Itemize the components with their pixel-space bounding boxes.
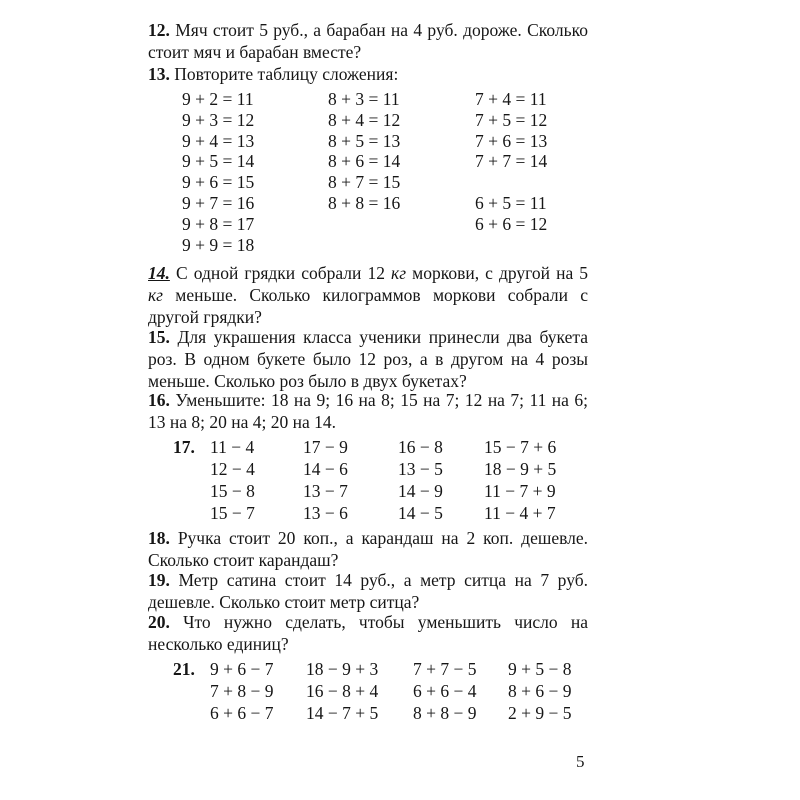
addition-fact: 9 + 2 = 11 <box>182 89 254 109</box>
addition-fact: 8 + 4 = 12 <box>328 109 401 130</box>
addition-fact: 7 + 5 = 12 <box>475 109 548 130</box>
expression: 14 − 5 <box>398 503 443 523</box>
expression: 6 + 6 − 4 <box>413 681 477 701</box>
expression-column <box>508 658 572 724</box>
addition-fact: 8 + 5 = 13 <box>328 130 401 151</box>
expression: 7 + 8 − 9 <box>210 681 274 701</box>
expression: 17 − 9 <box>303 437 348 457</box>
addition-fact: 7 + 6 = 13 <box>475 130 548 151</box>
expression: 9 + 5 − 8 <box>508 659 572 679</box>
expression: 11 − 4 <box>210 437 255 457</box>
addition-fact: 9 + 3 = 12 <box>182 109 255 130</box>
unit-kg: кг <box>148 285 164 305</box>
addition-fact: 9 + 5 = 14 <box>182 151 255 172</box>
problem-12 <box>148 19 588 63</box>
expression: 2 + 9 − 5 <box>508 703 572 723</box>
expression-column <box>210 436 255 524</box>
problem-15 <box>148 326 588 392</box>
problem-19 <box>148 569 588 613</box>
problem-number: 13. <box>148 64 170 84</box>
problem-number: 16. <box>148 390 170 410</box>
expression: 15 − 7 <box>210 503 255 523</box>
problem-text: меньше. Сколько килограммов моркови собрали с другой грядки? <box>148 285 589 327</box>
expression-column <box>303 436 348 524</box>
expression: 11 − 4 + 7 <box>484 503 556 523</box>
expression: 16 − 8 + 4 <box>306 681 379 701</box>
problem-number: 14. <box>148 263 170 283</box>
problem-number: 17. <box>173 437 195 457</box>
problem-number: 15. <box>148 327 170 347</box>
expression-column <box>398 436 443 524</box>
problem-16 <box>148 389 588 433</box>
expression: 7 + 7 − 5 <box>413 659 477 679</box>
problem-14 <box>148 262 588 328</box>
addition-fact: 8 + 7 = 15 <box>328 172 401 193</box>
expression-column <box>413 658 477 724</box>
exercise-21 <box>173 658 593 726</box>
addition-fact: 6 + 6 = 12 <box>475 213 548 234</box>
problem-18 <box>148 527 588 571</box>
problem-20 <box>148 611 588 655</box>
addition-column-8 <box>328 89 458 214</box>
expression: 8 + 8 − 9 <box>413 703 477 723</box>
expression: 6 + 6 − 7 <box>210 703 274 723</box>
page-number: 5 <box>576 752 585 771</box>
expression: 14 − 7 + 5 <box>306 703 379 723</box>
expression: 13 − 7 <box>303 481 348 501</box>
expression: 13 − 6 <box>303 503 348 523</box>
problem-text: Метр сатина стоит 14 руб., а метр ситца на 7 руб. дешевле. Сколько стоит метр ситца? <box>148 570 588 612</box>
problem-number: 21. <box>173 659 195 679</box>
addition-column-6 <box>475 193 605 235</box>
expression: 18 − 9 + 3 <box>306 659 379 679</box>
problem-text: Уменьшите: 18 на 9; 16 на 8; 15 на 7; 12 на 7; 11 на 6; 13 на 8; 20 на 4; 20 на 14. <box>148 390 589 432</box>
expression: 18 − 9 + 5 <box>484 459 557 479</box>
expression: 15 − 7 + 6 <box>484 437 557 457</box>
problem-text: Мяч стоит 5 руб., а барабан на 4 руб. дороже. Сколько стоит мяч и барабан вместе? <box>148 20 588 62</box>
expression: 14 − 6 <box>303 459 348 479</box>
problem-text: Ручка стоит 20 коп., а карандаш на 2 коп. дешевле. Сколько стоит карандаш? <box>148 528 589 570</box>
problem-text: С одной грядки собрали 12 <box>175 263 385 283</box>
addition-fact: 9 + 8 = 17 <box>182 213 255 234</box>
unit-kg: кг <box>391 263 407 283</box>
addition-fact: 9 + 9 = 18 <box>182 234 255 255</box>
problem-text: Повторите таблицу сложения: <box>174 64 399 84</box>
addition-column-7 <box>475 89 605 172</box>
problem-number: 12. <box>148 20 170 40</box>
problem-text: моркови, с другой на 5 <box>412 263 589 283</box>
addition-fact: 9 + 6 = 15 <box>182 172 255 193</box>
expression: 15 − 8 <box>210 481 255 501</box>
problem-number: 18. <box>148 528 170 548</box>
problem-13 <box>148 63 588 85</box>
expression: 9 + 6 − 7 <box>210 659 274 679</box>
expression: 14 − 9 <box>398 481 443 501</box>
exercise-17 <box>173 436 593 526</box>
expression-column <box>306 658 378 724</box>
problem-number: 20. <box>148 612 170 632</box>
addition-fact: 9 + 7 = 16 <box>182 192 255 213</box>
addition-fact: 8 + 3 = 11 <box>328 89 400 109</box>
problem-text: Что нужно сделать, чтобы уменьшить число на несколько единиц? <box>148 612 588 654</box>
addition-fact: 9 + 4 = 13 <box>182 130 255 151</box>
problem-text: Для украшения класса ученики принесли два букета роз. В одном букете было 12 роз, а в другом на 4 розы меньше. Сколько роз было в двух букетах? <box>148 327 589 391</box>
expression: 12 − 4 <box>210 459 255 479</box>
expression: 16 − 8 <box>398 437 443 457</box>
addition-table <box>182 89 562 264</box>
expression-column <box>484 436 556 524</box>
expression: 13 − 5 <box>398 459 443 479</box>
addition-fact: 8 + 8 = 16 <box>328 192 401 213</box>
expression-column <box>210 658 274 724</box>
addition-fact: 7 + 7 = 14 <box>475 151 548 172</box>
problem-number: 19. <box>148 570 170 590</box>
addition-column-9 <box>182 89 312 255</box>
expression: 8 + 6 − 9 <box>508 681 572 701</box>
addition-fact: 7 + 4 = 11 <box>475 89 547 109</box>
expression: 11 − 7 + 9 <box>484 481 556 501</box>
addition-fact: 6 + 5 = 11 <box>475 193 547 213</box>
addition-fact: 8 + 6 = 14 <box>328 151 401 172</box>
